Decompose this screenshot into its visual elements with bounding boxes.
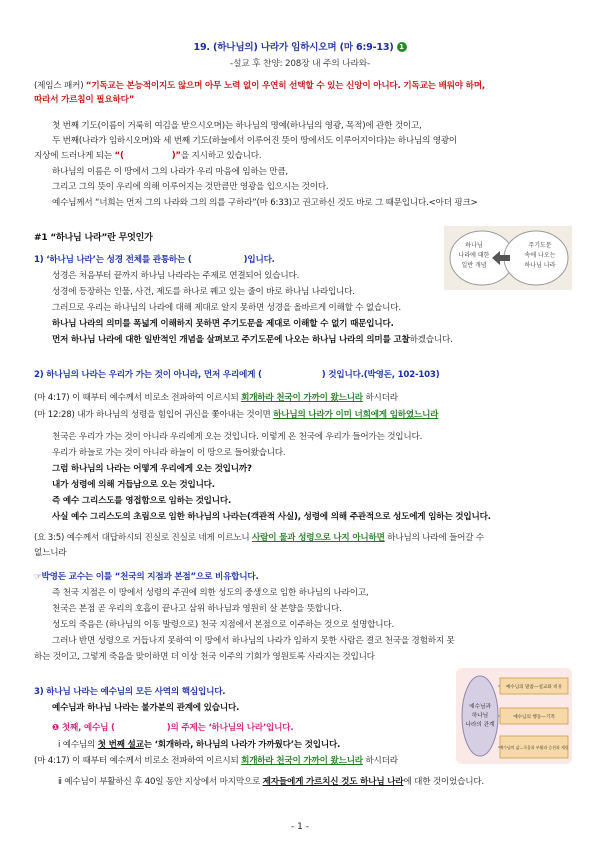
intro-p6: 예수님께서 “너희는 먼저 그의 나라와 그의 의를 구하라”(마 6:33)고 권고하신 것도 바로 그 때문입니다.<아더 핑크> bbox=[52, 198, 478, 208]
title-badge: 1 bbox=[397, 42, 407, 52]
intro-p4: 하나님의 이름은 이 땅에서 그의 나라가 우리 마음에 임하는 만큼, bbox=[52, 167, 288, 177]
diagram2-item-1: 예수님의 말씀—설교와 비유 bbox=[505, 685, 563, 690]
intro-p2: 두 번째(나라가 임하시오며)와 세 번째 기도(하늘에서 이루어진 뜻이 땅에서도 이루어지이다)는 하나님의 영광이 bbox=[52, 136, 458, 146]
diagram1-left-3: 일반 개념 bbox=[461, 262, 487, 269]
quote-line-2: 따라서 가르침이 필요하다” bbox=[34, 95, 135, 105]
page-number: - 1 - bbox=[291, 822, 309, 832]
jesus-kingdom-diagram bbox=[456, 668, 572, 764]
quote-line-1: (제임스 패커) “기독교는 본능적이지도 않으며 아무 노력 없이 우연히 선택할 수 있는 신앙이 아니다. 기독교는 배워야 하며, bbox=[34, 81, 485, 91]
s2-b4: 사실 예수 그리스도의 초림으로 임한 하나님의 나라는(객관적 사실), 성령에 의해 주관적으로 성도에게 임하는 것입니다. bbox=[52, 512, 491, 522]
s2-p2: 우리가 하늘로 가는 것이 아니라 하늘이 이 땅으로 들어왔습니다. bbox=[52, 448, 286, 458]
s2-n5: 하는 것이고, 그렇게 죽음을 맞이하면 더 이상 천국 이주의 기회가 영원토록 사라지는 것입니다 bbox=[34, 652, 375, 662]
s2-verse-3: (요 3:5) 예수께서 대답하시되 진실로 진실로 네게 이르노니 사람이 물과 성령으로 나지 아니하면 하나님의 나라에 들어갈 수 bbox=[34, 533, 484, 543]
intro-p1: 첫 번째 기도(이름이 거룩히 여김을 받으시오며)는 하나님의 명예(하나님의 영광, 목적)에 관한 것이고, bbox=[52, 121, 422, 131]
diagram2-center-1: 예수님과 bbox=[469, 704, 491, 710]
diagram2-center-3: 나라의 관계 bbox=[465, 722, 495, 728]
diagram2-center-2: 하나님 bbox=[471, 713, 489, 719]
kingdom-concept-diagram bbox=[444, 226, 572, 290]
intro-p5: 그리고 그의 뜻이 우리에 의해 이루어지는 것만큼만 영광을 입으시는 것이다. bbox=[52, 182, 329, 192]
s1-b1: 하나님 나라의 의미를 폭넓게 이해하지 못하면 주기도문을 제대로 이해할 수 없기 때문입니다. bbox=[52, 319, 394, 329]
s2-b3: 즉 예수 그리스도를 영접함으로 임하는 것입니다. bbox=[52, 496, 232, 506]
s2-note: ☞박영돈 교수는 이를 “천국의 지점과 본점”으로 비유합니다. bbox=[34, 572, 259, 582]
diagram1-right-1: 주기도문 bbox=[528, 242, 552, 249]
diagram1-right-2: 속에 나오는 bbox=[524, 252, 556, 259]
s1-p2: 성경에 등장하는 인물, 사건, 제도를 하나로 꿰고 있는 줄이 바로 하나님 나라입니다. bbox=[52, 287, 355, 297]
sub3-heading: 3) 하나님 나라는 예수님의 모든 사역의 핵심입니다. bbox=[34, 687, 226, 697]
page-subtitle: -설교 후 찬양: 208장 내 주의 나라와- bbox=[229, 59, 371, 69]
s3-i1: ⅰ 예수님의 첫 번째 설교는 ‘회개하라, 하나님의 나라가 가까웠다’는 것입니다. bbox=[58, 740, 341, 750]
s2-verse-3-cont: 없느니라 bbox=[34, 548, 67, 558]
s1-p1: 성경은 처음부터 끝까지 하나님 나라라는 주제로 연결되어 있습니다. bbox=[52, 271, 300, 281]
s2-b2: 내가 성령에 의해 거듭남으로 오는 것입니다. bbox=[52, 480, 215, 490]
s2-n1: 즉 천국 지점은 이 땅에서 성령의 주권에 의한 성도의 중생으로 임한 하나님의 나라이고, bbox=[52, 588, 369, 598]
diagram1-right-3: 하나님 나라 bbox=[524, 262, 556, 269]
section-heading: #1 “하나님 나라”란 무엇인가 bbox=[34, 233, 153, 243]
diagram2-item-2: 예수님의 행동—기적 bbox=[513, 715, 555, 720]
s1-b2: 먼저 하나님 나라에 대한 일반적인 개념을 살펴보고 주기도문에 나오는 하나님 나라의 의미를 고찰하겠습니다. bbox=[52, 335, 453, 345]
diagram2-item-3: 예수님의 삶—죽음과 부활과 승천과 재림 bbox=[499, 745, 569, 750]
page-title bbox=[0, 42, 600, 54]
s3-verse-1: (마 4:17) 이 때부터 예수께서 비로소 전파하여 이르시되 회개하라 천국이 가까이 왔느니라 하시더라 bbox=[34, 756, 398, 766]
s2-verse-1: (마 4:17) 이 때부터 예수께서 비로소 전파하여 이르시되 회개하라 천국이 가까이 왔느니라 하시더라 bbox=[34, 393, 398, 403]
sub1-heading: 1) ‘하나님 나라’는 성경 전체를 관통하는 ( )입니다. bbox=[34, 255, 275, 265]
s1-p3: 그러므로 우리는 하나님의 나라에 대해 제대로 알지 못하면 성경을 올바르게 이해할 수 없습니다. bbox=[52, 303, 401, 313]
s2-n2: 천국은 본점 곧 우리의 호흡이 끝나고 삼위 하나님과 영원히 살 본향을 뜻합니다. bbox=[52, 604, 342, 614]
sub2-heading: 2) 하나님의 나라는 우리가 가는 것이 아니라, 먼저 우리에게 ( ) 것입니다.(박영돈, 102-103) bbox=[34, 370, 440, 380]
s3-b1: 예수님과 하나님 나라는 불가분의 관계에 있습니다. bbox=[52, 703, 240, 713]
s2-verse-2: (마 12:28) 내가 하나님의 성령을 힘입어 귀신을 쫓아내는 것이면 하나님의 나라가 이미 너희에게 임하였느니라 bbox=[34, 410, 439, 420]
diagram1-left-1: 하나님 bbox=[465, 242, 483, 249]
s3-point-1: ❶ 첫째, 예수님 ( )의 주제는 ‘하나님의 나라’입니다. bbox=[52, 723, 294, 733]
diagram1-left-2: 나라에 대한 bbox=[458, 252, 490, 259]
s2-n3: 성도의 죽음은 (하나님의 이동 발령으로) 천국 지점에서 본점으로 이주하는 것으로 설명합니다. bbox=[52, 620, 395, 630]
title-text: 19. (하나님의) 나라가 임하시오며 (마 6:9-13) bbox=[193, 42, 394, 53]
s2-b1: 그럼 하나님의 나라는 어떻게 우리에게 오는 것입니까? bbox=[52, 464, 252, 474]
s2-n4: 그러나 반면 성령으로 거듭나지 못하여 이 땅에서 하나님의 나라가 임하지 못한 사람은 결코 천국을 경험하지 못 bbox=[52, 636, 455, 646]
s3-i2: ⅱ 예수님이 부활하신 후 40일 동안 지상에서 마지막으로 제자들에게 가르치신 것도 하나님 나라에 대한 것이었습니다. bbox=[58, 777, 484, 787]
s2-p1: 천국은 우리가 가는 것이 아니라 우리에게 오는 것입니다. 이렇게 온 천국에 우리가 들어가는 것입니다. bbox=[52, 432, 423, 442]
intro-p3: 지상에 드러나게 되는 “( )”을 지시하고 있습니다. bbox=[34, 151, 262, 161]
